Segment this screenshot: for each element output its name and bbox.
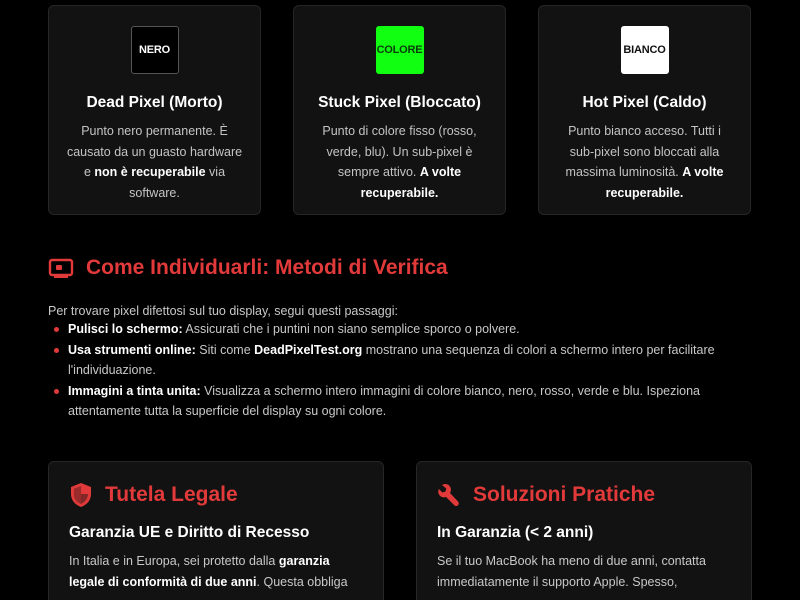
shield-icon: [69, 482, 93, 508]
card-stuck-pixel: [293, 5, 506, 215]
wrench-icon: [437, 482, 461, 508]
card-description: Punto bianco acceso. Tutti i sub-pixel sono bloccati alla massima luminosità. A volte recuperabile.: [565, 124, 724, 200]
card-description: Punto nero permanente. È causato da un guasto hardware e non è recuperabile via software.: [66, 124, 243, 200]
card-hot-pixel: [538, 5, 751, 215]
panel-tutela-legale: [48, 461, 384, 600]
swatch-nero: NERO: [131, 26, 179, 74]
panel-soluzioni-pratiche: [416, 461, 752, 600]
swatch-bianco: BIANCO: [621, 26, 669, 74]
swatch-colore: COLORE: [376, 26, 424, 74]
panel-heading: [437, 482, 731, 508]
section-intro: Per trovare pixel difettosi sul tuo display, segui questi passaggi:: [48, 304, 398, 318]
card-dead-pixel: [48, 5, 261, 215]
panel-subtitle: In Garanzia (< 2 anni): [437, 524, 594, 541]
card-title: Hot Pixel (Caldo): [582, 94, 707, 111]
panel-title: Soluzioni Pratiche: [473, 483, 656, 506]
panel-text: In Italia e in Europa, sei protetto dalla garanzia legale di conformità di due anni. Questa obbliga: [69, 554, 348, 589]
panel-text: Se il tuo MacBook ha meno di due anni, contatta immediatamente il supporto Apple. Spesso,: [437, 554, 706, 589]
pixel-types-cards: [48, 5, 751, 215]
panel-heading: [69, 482, 363, 508]
list-item: Pulisci lo schermo: Assicurati che i puntini non siano semplice sporco o polvere.: [48, 319, 758, 340]
monitor-icon: [48, 257, 74, 279]
card-title: Dead Pixel (Morto): [86, 94, 223, 111]
section-heading-verifica: [48, 256, 448, 280]
steps-list: [48, 319, 758, 422]
panel-title: Tutela Legale: [105, 483, 238, 506]
site-name: DeadPixelTest.org: [254, 342, 363, 357]
panel-subtitle: Garanzia UE e Diritto di Recesso: [69, 524, 310, 541]
list-item: Immagini a tinta unita: Visualizza a schermo intero immagini di colore bianco, nero, rosso, verde e blu. Ispeziona attentamente tutta la superficie del display su ogni colore.: [48, 381, 758, 422]
list-item: Usa strumenti online: Siti come DeadPixelTest.org mostrano una sequenza di colori a schermo intero per facilitare l'individuazione.: [48, 340, 758, 381]
card-title: Stuck Pixel (Bloccato): [318, 94, 481, 111]
section-title: Come Individuarli: Metodi di Verifica: [86, 256, 448, 279]
card-description: Punto di colore fisso (rosso, verde, blu). Un sub-pixel è sempre attivo. A volte recuperabile.: [322, 124, 477, 200]
